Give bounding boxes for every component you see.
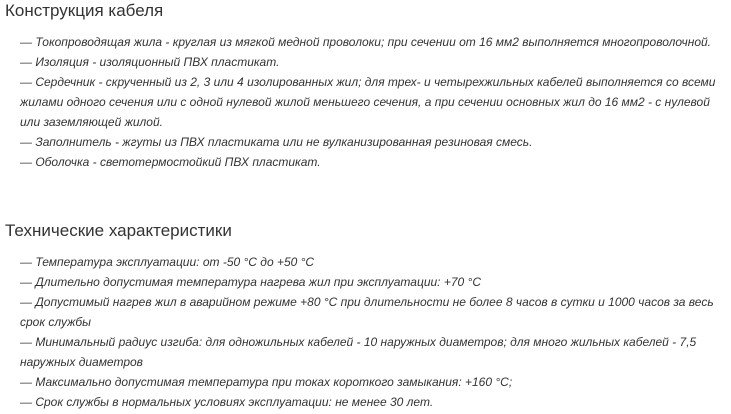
specs-list [20, 252, 720, 412]
list-item-bend-radius: — Минимальный радиус изгиба: для одножильных кабелей - 10 наружных диаметров; для много жильных кабелей - 7,5 наружных диаметров [20, 335, 697, 369]
list-item-short-circuit-temp: — Максимально допустимая температура при токах короткого замыкания: +160 °C; [20, 375, 513, 389]
list-item-insulation: — Изоляция - изоляционный ПВХ пластикат. [20, 55, 280, 69]
list-item-conductor: — Токопроводящая жила - круглая из мягкой медной проволоки; при сечении от 16 мм2 выполняется многопроволочной. [20, 35, 711, 49]
construction-list [20, 32, 720, 172]
list-item-core: — Сердечник - скрученный из 2, 3 или 4 изолированных жил; для трех- и четырехжильных кабелей выполняется со всеми жилами одного сечения или с одной нулевой жилой меньшего сечения, а при сечении основных жил до 16 мм2 - с нулевой или заземляющей жилой. [20, 75, 716, 129]
list-item-service-life: — Срок службы в нормальных условиях эксплуатации: не менее 30 лет. [20, 395, 434, 409]
list-item-continuous-temp: — Длительно допустимая температура нагрева жил при эксплуатации: +70 °C [20, 275, 481, 289]
list-item-operating-temp: — Температура эксплуатации: от -50 °C до +50 °C [20, 255, 315, 269]
section-title-specs: Технические характеристики [5, 221, 232, 240]
list-item-filler: — Заполнитель - жгуты из ПВХ пластиката или не вулканизированная резиновая смесь. [20, 135, 533, 149]
list-item-emergency-heating: — Допустимый нагрев жил в аварийном режиме +80 °C при длительности не более 8 часов в сутки и 1000 часов за весь срок службы [20, 295, 714, 329]
section-title-construction: Конструкция кабеля [5, 1, 164, 20]
list-item-sheath: — Оболочка - светотермостойкий ПВХ пластикат. [20, 155, 321, 169]
